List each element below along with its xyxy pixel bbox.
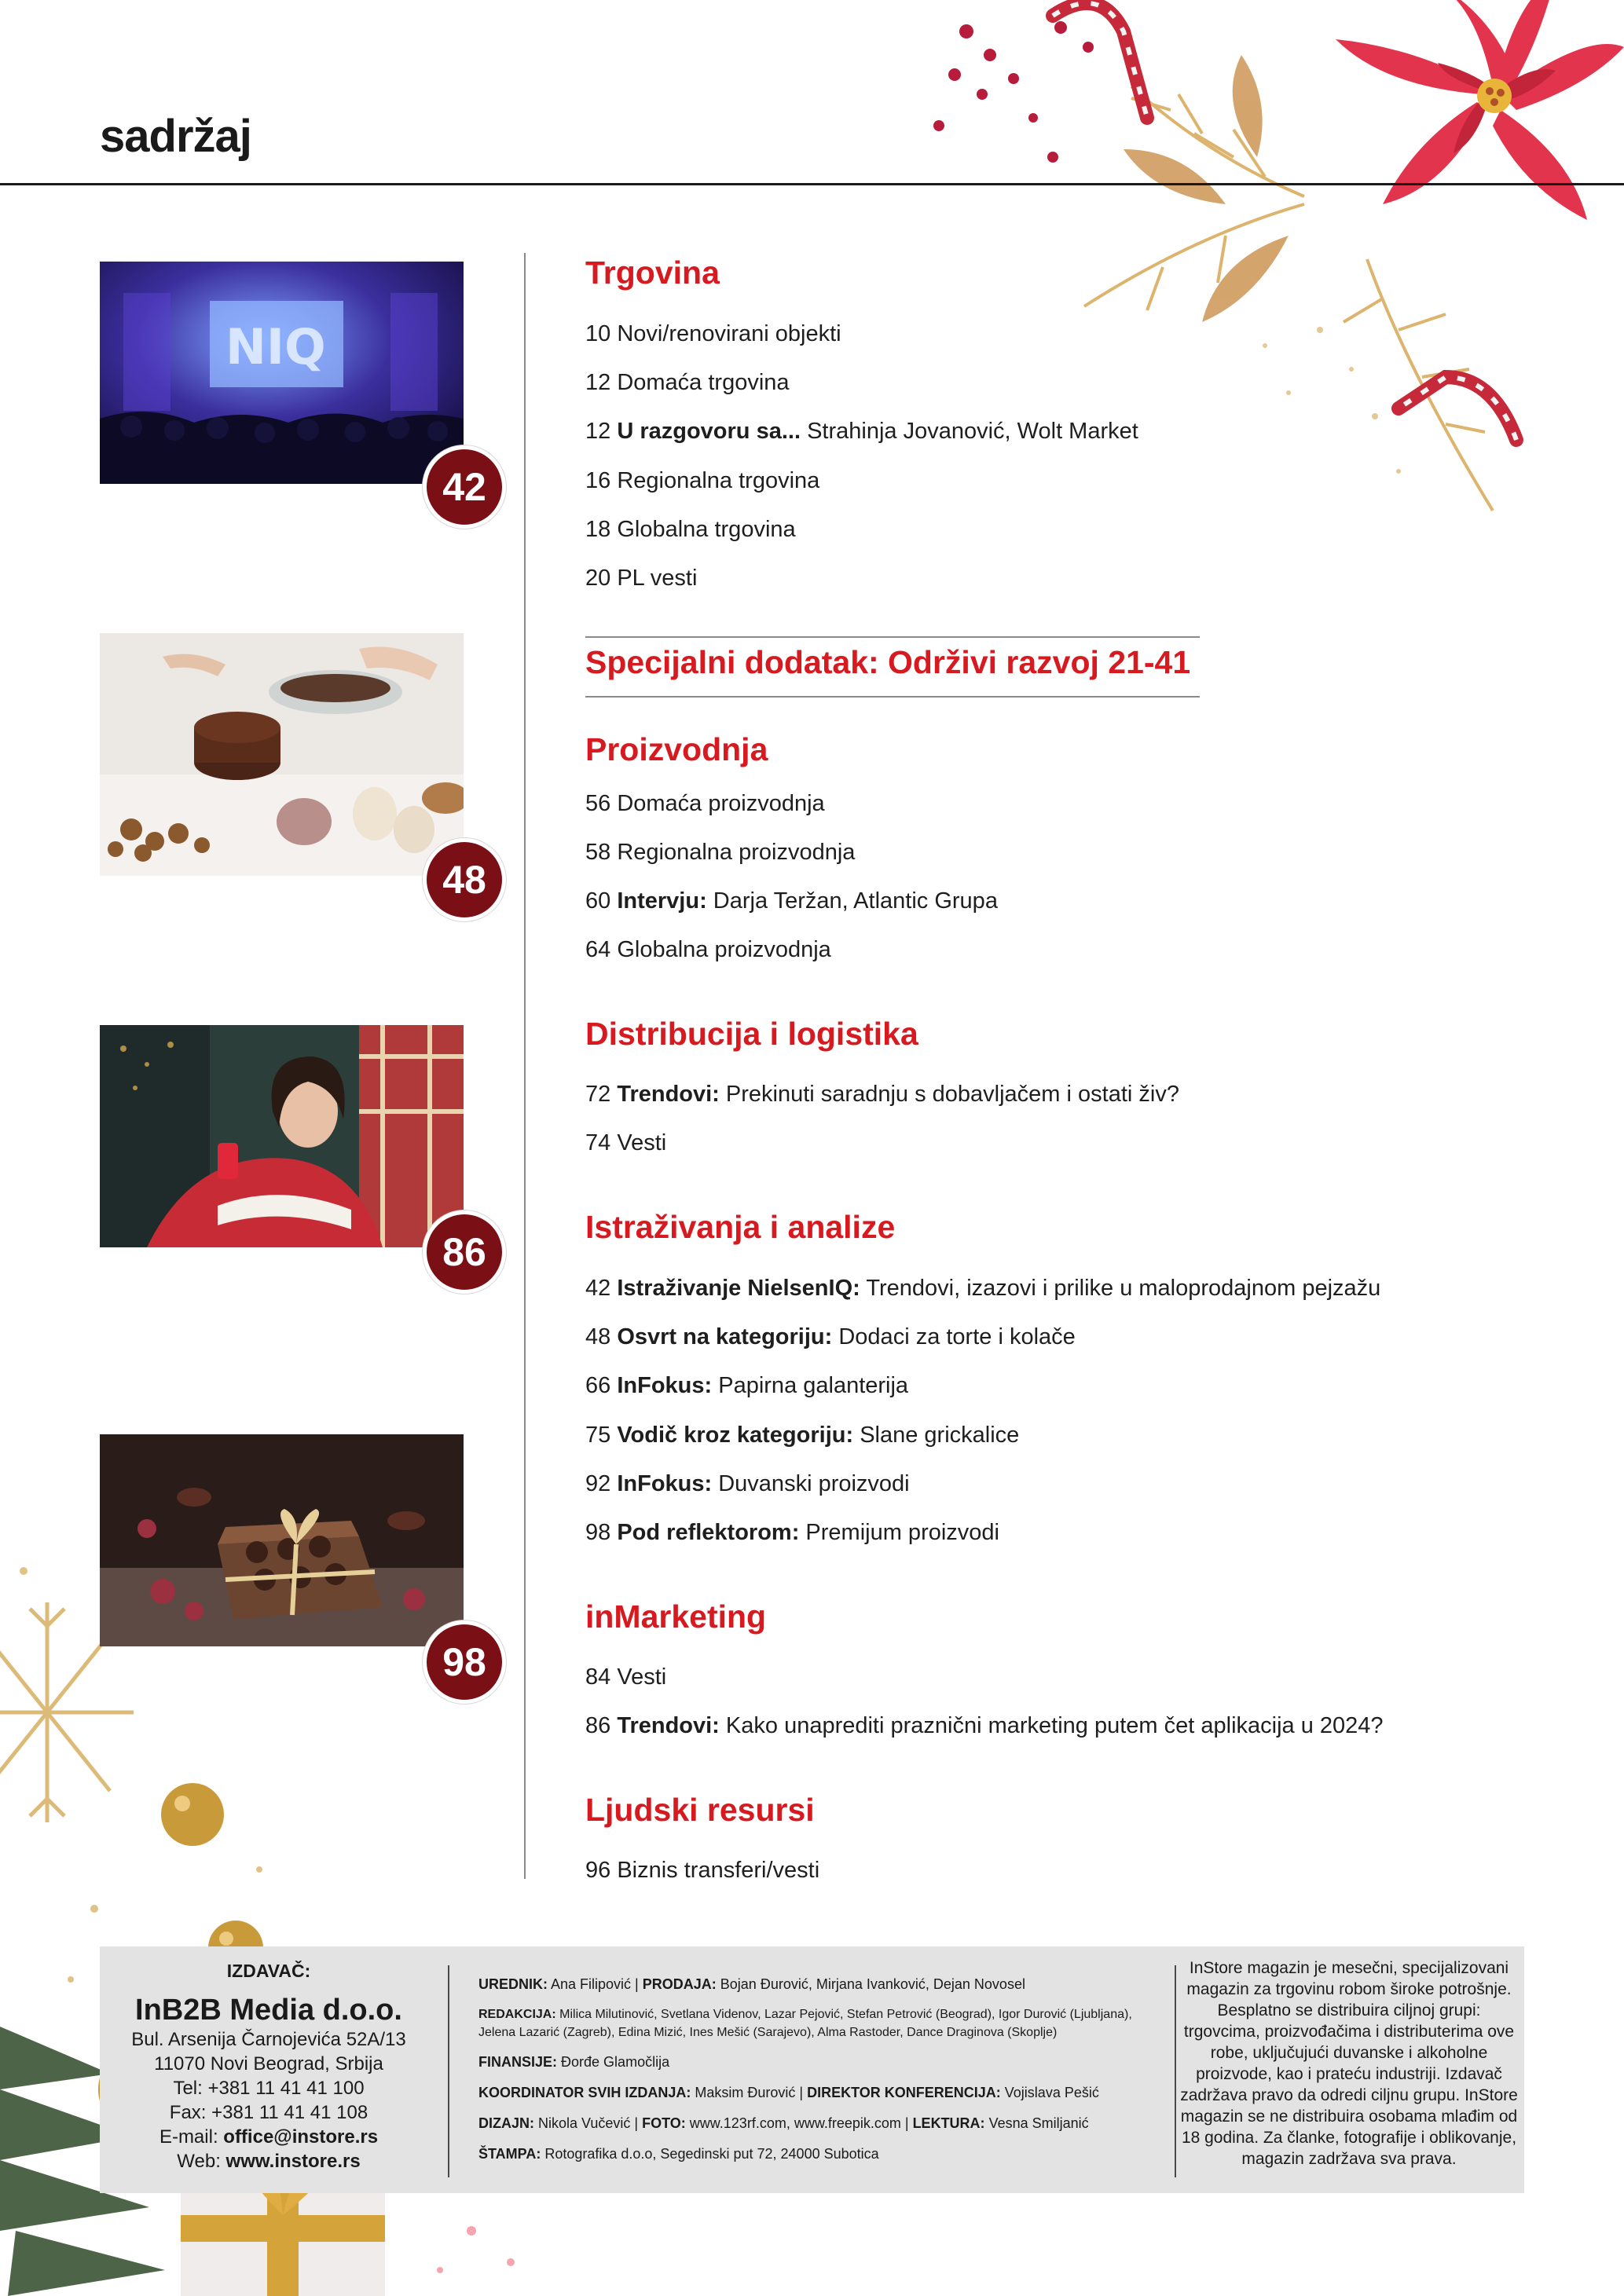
staff-line: UREDNIK: Ana Filipović | PRODAJA: Bojan Đurović, Mirjana Ivanković, Dejan Novosel bbox=[478, 1976, 1025, 1992]
thumbnail-chocolates[interactable] bbox=[100, 1434, 464, 1646]
publisher-fax: Fax: +381 11 41 41 108 bbox=[169, 2102, 368, 2123]
toc-item[interactable]: 60 Intervju: Darja Teržan, Atlantic Grupa bbox=[585, 888, 998, 914]
toc-item[interactable]: 12 Domaća trgovina bbox=[585, 370, 790, 395]
poinsettia-decoration bbox=[896, 0, 1624, 566]
section-heading-istrazivanja[interactable]: Istraživanja i analize bbox=[585, 1209, 896, 1245]
publisher-block bbox=[100, 1959, 438, 2173]
toc-item[interactable]: 10 Novi/renovirani objekti bbox=[585, 321, 841, 346]
email-link[interactable]: office@instore.rs bbox=[223, 2126, 379, 2148]
toc-item[interactable]: 48 Osvrt na kategoriju: Dodaci za torte i kolače bbox=[585, 1324, 1076, 1349]
thumbnail-conference[interactable] bbox=[100, 262, 464, 484]
publisher-email: E-mail: office@instore.rs bbox=[159, 2126, 379, 2148]
toc-item[interactable]: 74 Vesti bbox=[585, 1130, 667, 1155]
staff-credits bbox=[478, 1975, 1162, 2175]
toc-item[interactable]: 16 Regionalna trgovina bbox=[585, 468, 820, 493]
toc-item[interactable]: 84 Vesti bbox=[585, 1664, 667, 1690]
thumbnail-baking[interactable] bbox=[100, 633, 464, 876]
title-rule bbox=[0, 183, 1624, 185]
section-heading-proizvodnja[interactable]: Proizvodnja bbox=[585, 731, 768, 767]
page-badge-42: 42 bbox=[423, 445, 506, 529]
toc-item[interactable]: 75 Vodič kroz kategoriju: Slane grickalice bbox=[585, 1423, 1020, 1448]
special-bottom-rule bbox=[585, 696, 1200, 698]
imprint-box bbox=[100, 1946, 1524, 2193]
publisher-company: InB2B Media d.o.o. bbox=[135, 1994, 402, 2027]
toc-item[interactable]: 92 InFokus: Duvanski proizvodi bbox=[585, 1471, 910, 1496]
toc-item[interactable]: 18 Globalna trgovina bbox=[585, 517, 796, 542]
staff-line: REDAKCIJA: Milica Milutinović, Svetlana Videnov, Lazar Pejović, Stefan Petrović (Beograd), Igor Durović (Ljubljana), Jelena Lazarić (Zagreb), Edina Mizić, Ines Mešić (Sarajevo), Alma Rastoder, Dance Draginova (Skoplje) bbox=[478, 2008, 1132, 2039]
thumbnail-holiday-shopping[interactable] bbox=[100, 1025, 464, 1247]
section-heading-trgovina[interactable]: Trgovina bbox=[585, 255, 720, 291]
staff-line: FINANSIJE: Đorđe Glamočlija bbox=[478, 2054, 670, 2070]
publisher-city: 11070 Novi Beograd, Srbija bbox=[154, 2053, 383, 2074]
toc-item[interactable]: 42 Istraživanje NielsenIQ: Trendovi, izazovi i prilike u maloprodajnom pejzažu bbox=[585, 1276, 1381, 1301]
page-badge-86: 86 bbox=[423, 1210, 506, 1294]
toc-item[interactable]: 58 Regionalna proizvodnja bbox=[585, 840, 856, 865]
toc-item[interactable]: 20 PL vesti bbox=[585, 566, 698, 591]
staff-line: DIZAJN: Nikola Vučević | FOTO: www.123rf.com, www.freepik.com | LEKTURA: Vesna Smiljanić bbox=[478, 2115, 1089, 2131]
special-top-rule bbox=[585, 636, 1200, 638]
magazine-about: InStore magazin je mesečni, specijalizovani magazin za trgovinu robom široke potrošnje. Besplatno se distribuira ciljnoj grupi: trgovcima, proizvođačima i distributerima ove robe, uključujući duvanske i alkoholne proizvode, kao i prateću industriji. Izdavač zadržava pravo da odredi ciljnu grupu. InStore magazin se ne distribuira osobama mlađim od 18 godina. Za članke, fotografije i oblikovanje, magazin zadržava sva prava. bbox=[1180, 1959, 1518, 2168]
web-link[interactable]: www.instore.rs bbox=[225, 2151, 361, 2172]
toc-item[interactable]: 96 Biznis transferi/vesti bbox=[585, 1858, 820, 1883]
staff-line: KOORDINATOR SVIH IZDANJA: Maksim Đurović | DIREKTOR KONFERENCIJA: Vojislava Pešić bbox=[478, 2085, 1099, 2100]
publisher-label: IZDAVAČ: bbox=[226, 1961, 311, 1981]
publisher-web: Web: www.instore.rs bbox=[177, 2151, 361, 2172]
toc-item[interactable]: 72 Trendovi: Prekinuti saradnju s dobavljačem i ostati živ? bbox=[585, 1082, 1179, 1107]
toc-item[interactable]: 86 Trendovi: Kako unaprediti praznični marketing putem čet aplikacija u 2024? bbox=[585, 1713, 1384, 1738]
page-title: sadržaj bbox=[100, 111, 251, 162]
baking-photo bbox=[100, 633, 464, 876]
conference-photo bbox=[100, 262, 464, 484]
staff-line: ŠTAMPA: Rotografika d.o.o, Segedinski put 72, 24000 Subotica bbox=[478, 2146, 879, 2162]
svg-text:NIQ: NIQ bbox=[225, 318, 326, 375]
imprint-divider bbox=[1175, 1965, 1176, 2177]
imprint-divider bbox=[448, 1965, 449, 2177]
chocolate-box-photo bbox=[100, 1434, 464, 1646]
section-heading-inmarketing[interactable]: inMarketing bbox=[585, 1598, 767, 1635]
toc-item[interactable]: 64 Globalna proizvodnja bbox=[585, 937, 831, 962]
toc-item[interactable]: 98 Pod reflektorom: Premijum proizvodi bbox=[585, 1520, 999, 1545]
page-badge-98: 98 bbox=[423, 1620, 506, 1704]
section-heading-special-supplement[interactable]: Specijalni dodatak: Održivi razvoj 21-41 bbox=[585, 644, 1191, 680]
section-heading-ljudski-resursi[interactable]: Ljudski resursi bbox=[585, 1792, 815, 1828]
publisher-tel: Tel: +381 11 41 41 100 bbox=[173, 2078, 365, 2099]
page-badge-48: 48 bbox=[423, 838, 506, 921]
toc-item[interactable]: 66 InFokus: Papirna galanterija bbox=[585, 1373, 909, 1398]
toc-item[interactable]: 12 U razgovoru sa... Strahinja Jovanović, Wolt Market bbox=[585, 419, 1138, 444]
publisher-address: Bul. Arsenija Čarnojevića 52A/13 bbox=[131, 2029, 406, 2050]
toc-item[interactable]: 56 Domaća proizvodnja bbox=[585, 791, 825, 816]
woman-phone-photo bbox=[100, 1025, 464, 1247]
section-heading-distribucija[interactable]: Distribucija i logistika bbox=[585, 1016, 918, 1052]
column-divider bbox=[524, 253, 526, 1879]
